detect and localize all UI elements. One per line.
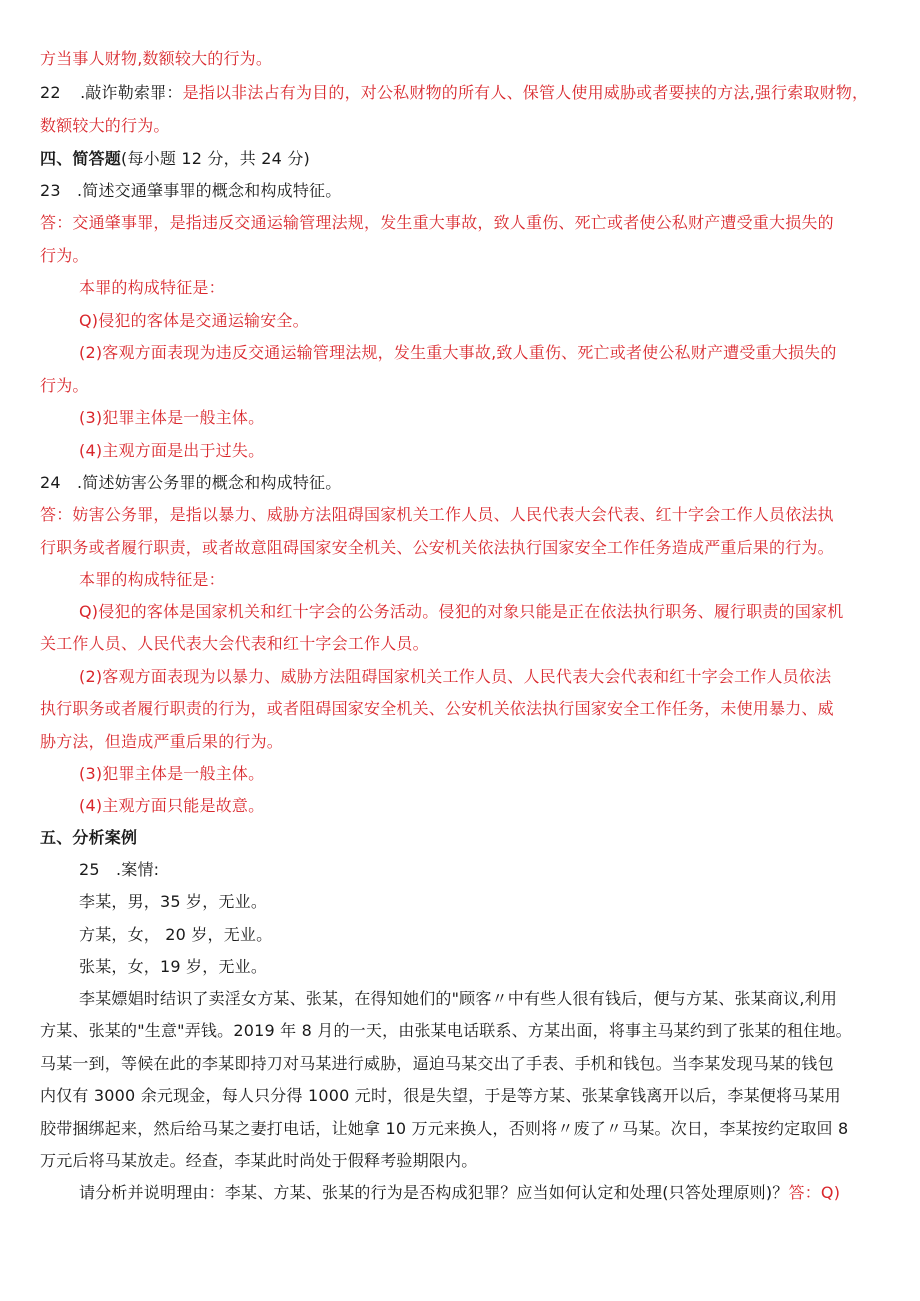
q22-line-1 (40, 82, 868, 104)
q25-heading: 25 .案情: (79, 860, 160, 879)
q25-case-line-2: 方某、张某的"生意"弄钱。2019 年 8 月的一天，由张某电话联系、方某出面，将事主马某约到了张某的租住地。 (40, 1021, 852, 1040)
q24-question: 24 .简述妨害公务罪的概念和构成特征。 (40, 473, 342, 492)
q22-number: 22 (40, 83, 61, 102)
q25-question: 请分析并说明理由：李某、方某、张某的行为是否构成犯罪？应当如何认定和处理(只答处理原则)？ (79, 1183, 789, 1202)
q22-term: .敲诈勒索罪： (80, 83, 183, 102)
section-4-note: (每小题 12 分，共 24 分) (121, 149, 310, 168)
section-4-heading (40, 148, 310, 170)
q24-feature-2-line-2: 执行职务或者履行职责的行为，或者阻碍国家安全机关、公安机关依法执行国家安全工作任务，未使用暴力、威 (40, 699, 834, 718)
section-5-title: 五、分析案例 (40, 828, 138, 847)
q23-question: 23 .简述交通肇事罪的概念和构成特征。 (40, 181, 342, 200)
q25-case-line-6: 万元后将马某放走。经查，李某此时尚处于假释考验期限内。 (40, 1151, 478, 1170)
q24-features-intro: 本罪的构成特征是： (79, 570, 225, 589)
q25-person-1: 李某，男，35 岁，无业。 (79, 892, 268, 911)
q24-feature-2-line-1: (2)客观方面表现为以暴力、威胁方法阻碍国家机关工作人员、人民代表大会代表和红十字会工作人员依法 (79, 667, 832, 686)
prev-answer-tail: 方当事人财物,数额较大的行为。 (40, 49, 273, 68)
q25-case-line-4: 内仅有 3000 余元现金，每人只分得 1000 元时，很是失望，于是等方某、张某拿钱离开以后，李某便将马某用 (40, 1086, 841, 1105)
q25-case-line-3: 马某一到，等候在此的李某即持刀对马某进行威胁，逼迫马某交出了手表、手机和钱包。当李某发现马某的钱包 (40, 1054, 834, 1073)
q24-feature-1-line-2: 关工作人员、人民代表大会代表和红十字会工作人员。 (40, 634, 429, 653)
q23-feature-1: Q)侵犯的客体是交通运输安全。 (79, 311, 309, 330)
q25-question-line (79, 1182, 840, 1204)
q24-feature-4: (4)主观方面只能是故意。 (79, 796, 265, 815)
q25-case-line-1: 李某嫖娼时结识了卖淫女方某、张某，在得知她们的"顾客〃中有些人很有钱后，便与方某、张某商议,利用 (79, 989, 838, 1008)
q24-feature-3: (3)犯罪主体是一般主体。 (79, 764, 265, 783)
q23-feature-2-line-1: (2)客观方面表现为违反交通运输管理法规，发生重大事故,致人重伤、死亡或者使公私财产遭受重大损失的 (79, 343, 837, 362)
q23-answer-line-1: 答：交通肇事罪，是指违反交通运输管理法规，发生重大事故，致人重伤、死亡或者使公私财产遭受重大损失的 (40, 213, 834, 232)
section-4-title: 四、简答题 (40, 149, 122, 168)
q22-line-2: 数额较大的行为。 (40, 116, 170, 135)
q23-features-intro: 本罪的构成特征是： (79, 278, 225, 297)
q23-feature-2-line-2: 行为。 (40, 376, 89, 395)
q24-feature-1-line-1: Q)侵犯的客体是国家机关和红十字会的公务活动。侵犯的对象只能是正在依法执行职务、履行职责的国家机 (79, 602, 844, 621)
q25-person-2: 方某，女， 20 岁，无业。 (79, 925, 273, 944)
q22-answer: 是指以非法占有为目的，对公私财物的所有人、保管人使用威胁或者要挟的方法,强行索取财物， (182, 83, 869, 102)
q24-feature-2-line-3: 胁方法，但造成严重后果的行为。 (40, 732, 284, 751)
q25-case-line-5: 胶带捆绑起来，然后给马某之妻打电话，让她拿 10 万元来换人，否则将〃废了〃马某。次日，李某按约定取回 8 (40, 1119, 849, 1138)
q23-answer-line-2: 行为。 (40, 246, 89, 265)
q25-answer-start: 答：Q) (788, 1183, 841, 1202)
q23-feature-3: (3)犯罪主体是一般主体。 (79, 408, 265, 427)
q23-feature-4: (4)主观方面是出于过失。 (79, 441, 265, 460)
q24-answer-line-1: 答：妨害公务罪，是指以暴力、威胁方法阻碍国家机关工作人员、人民代表大会代表、红十字会工作人员依法执 (40, 505, 834, 524)
q25-person-3: 张某，女，19 岁，无业。 (79, 957, 268, 976)
q24-answer-line-2: 行职务或者履行职责，或者故意阻碍国家安全机关、公安机关依法执行国家安全工作任务造成严重后果的行为。 (40, 538, 834, 557)
